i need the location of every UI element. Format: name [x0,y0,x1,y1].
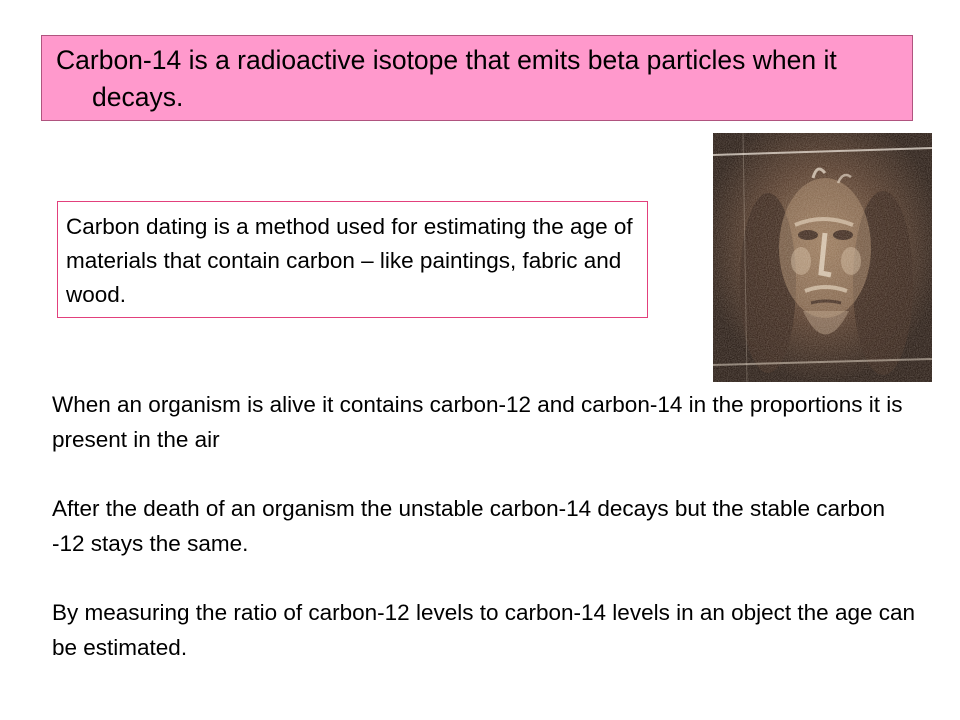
title-box [41,35,913,121]
definition-box [57,201,648,318]
slide-title: Carbon-14 is a radioactive isotope that emits beta particles when it decays. [56,45,837,112]
shroud-image [713,133,932,382]
definition-text: Carbon dating is a method used for estimating the age of materials that contain carbon – like paintings, fabric and wood. [66,214,633,307]
paragraph-ratio: By measuring the ratio of carbon-12 levels to carbon-14 levels in an object the age can be estimated. [52,600,916,660]
paragraph-death: After the death of an organism the unstable carbon-14 decays but the stable carbon -12 stays the same. [52,496,886,556]
paragraph-alive: When an organism is alive it contains carbon-12 and carbon-14 in the proportions it is present in the air [52,392,903,452]
body-text [52,387,922,699]
